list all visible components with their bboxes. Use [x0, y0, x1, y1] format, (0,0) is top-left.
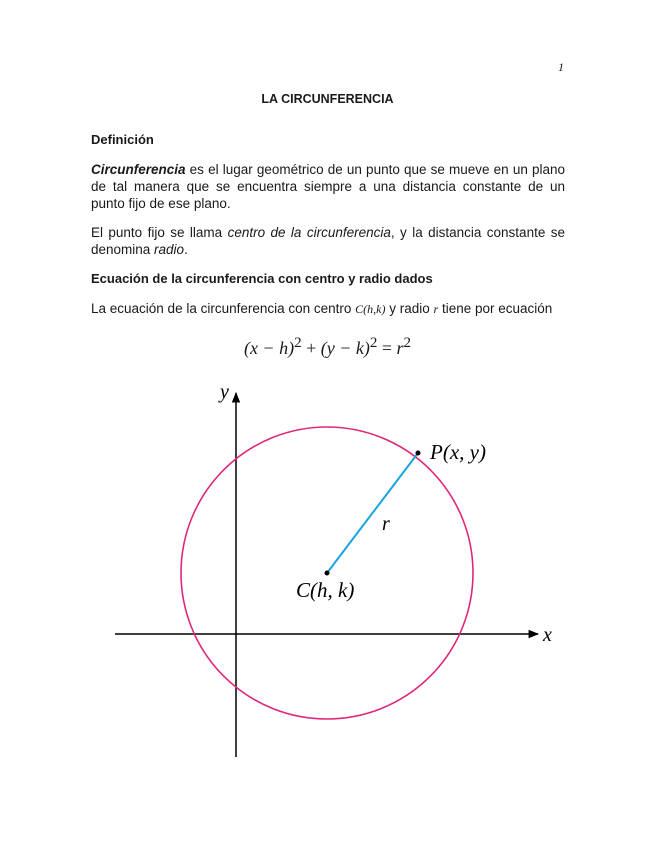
equation-exponent-3: 2 — [403, 335, 412, 351]
equation-term-1: (x − h) — [243, 338, 295, 358]
center-label: C(h, k) — [296, 578, 355, 602]
equation-right-side: r — [396, 338, 404, 358]
definition-term: Circunferencia — [91, 162, 186, 177]
center-paragraph-text-3: . — [184, 242, 188, 257]
equation-equals: = — [377, 338, 397, 358]
x-axis-label: x — [543, 624, 552, 646]
definition-heading: Definición — [91, 132, 154, 147]
y-axis-label: y — [220, 381, 229, 403]
page-title: LA CIRCUNFERENCIA — [261, 92, 394, 106]
intro-text-2: y radio — [385, 301, 434, 316]
center-point — [325, 571, 330, 576]
radius-label: r — [382, 513, 390, 535]
definition-text: es el lugar geométrico de un punto que se mueve en un plano de tal manera que se encuentra siempre a una distancia constante de un punto fijo de ese plano. — [91, 162, 565, 211]
page-number: 1 — [558, 60, 564, 74]
point-label: P(x, y) — [430, 440, 486, 464]
center-term: centro de la circunferencia — [227, 225, 391, 240]
radius-variable: r — [433, 302, 439, 316]
center-expression: C(h,k) — [355, 302, 386, 316]
equation-term-2: (y − k) — [320, 338, 370, 358]
equation-exponent-2: 2 — [369, 335, 378, 351]
radius-segment — [327, 453, 418, 573]
equation-exponent-1: 2 — [294, 335, 302, 351]
point-p — [416, 451, 421, 456]
intro-text-3: tiene por ecuación — [438, 301, 553, 316]
equation-plus: + — [301, 338, 321, 358]
intro-text-1: La ecuación de la circunferencia con centro — [91, 301, 356, 316]
center-paragraph-text-1: El punto fijo se llama — [91, 225, 228, 240]
center-paragraph-text-2: , y la distancia constante se denomina — [91, 225, 565, 257]
radius-term: radio — [154, 242, 185, 257]
equation-section-heading: Ecuación de la circunferencia con centro y radio dados — [91, 271, 433, 286]
